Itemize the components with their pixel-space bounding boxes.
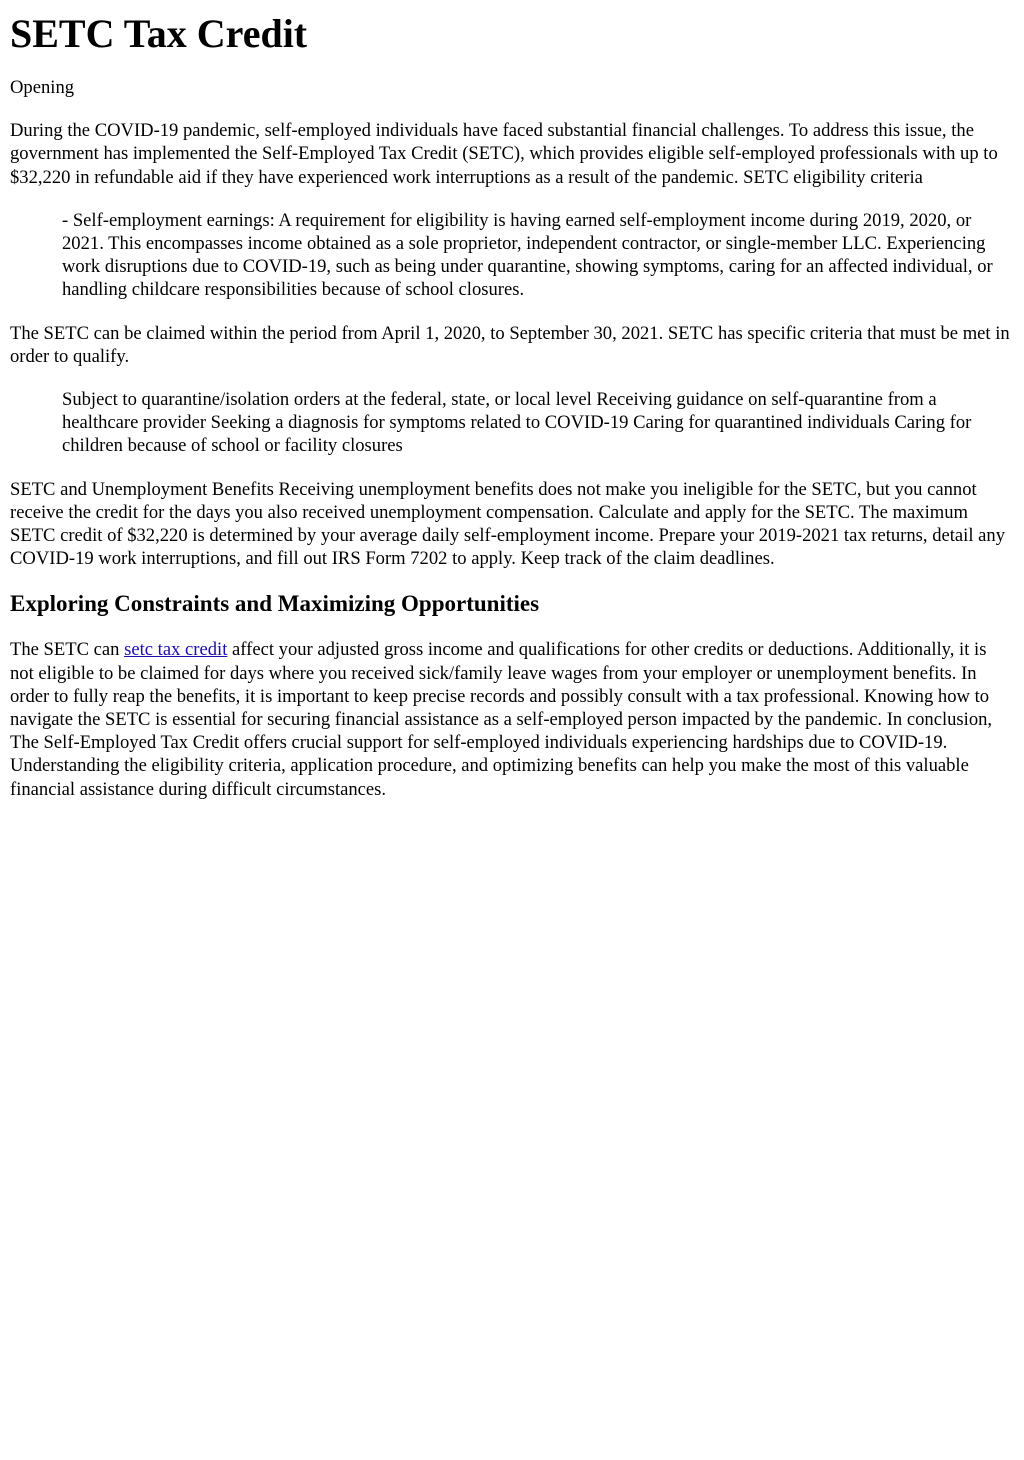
section-heading: Exploring Constraints and Maximizing Opportunities: [10, 591, 540, 617]
final-text-after-link: affect your adjusted gross income and qualifications for other credits or deductions. Additionally, it is not eligible to be claimed for days where you received sick/family leave wages from your employer or unemployment benefits. In order to fully reap the benefits, it is important to keep precise records and possibly consult with a tax professional. Knowing how to navigate the SETC is essential for securing financial assistance as a self-employed person impacted by the pandemic. In conclusion, The Self-Employed Tax Credit offers crucial support for self-employed individuals experiencing hardships due to COVID-19. Understanding the eligibility criteria, application procedure, and optimizing benefits can help you make the most of this valuable financial assistance during difficult circumstances.: [10, 639, 993, 800]
unemployment-paragraph: SETC and Unemployment Benefits Receiving unemployment benefits does not make you ineligible for the SETC, but you cannot receive the credit for the days you also received unemployment compensation. Calculate and apply for the SETC. The maximum SETC credit of $32,220 is determined by your average daily self-employment income. Prepare your 2019-2021 tax returns, detail any COVID-19 work interruptions, and fill out IRS Form 7202 to apply. Keep track of the claim deadlines.: [10, 478, 1006, 570]
criteria-quote: Subject to quarantine/isolation orders at the federal, state, or local level Receiving guidance on self-quarantine from a healthcare provider Seeking a diagnosis for symptoms related to COVID-19 Caring for quarantined individuals Caring for children because of school or facility closures: [62, 389, 972, 457]
eligibility-quote: - Self-employment earnings: A requirement for eligibility is having earned self-employment income during 2019, 2020, or 2021. This encompasses income obtained as a sole proprietor, independent contractor, or single-member LLC. Experiencing work disruptions due to COVID-19, such as being under quarantine, showing symptoms, caring for an affected individual, or handling childcare responsibilities because of school closures.: [62, 209, 993, 301]
article: [0, 12, 1024, 801]
page-title: SETC Tax Credit: [10, 11, 308, 56]
opening-paragraph: Opening: [10, 77, 75, 98]
final-text-before-link: The SETC can: [10, 639, 125, 661]
claim-period-paragraph: The SETC can be claimed within the period from April 1, 2020, to September 30, 2021. SETC has specific criteria that must be met in order to qualify.: [10, 322, 1010, 367]
intro-paragraph: During the COVID-19 pandemic, self-employed individuals have faced substantial financial challenges. To address this issue, the government has implemented the Self-Employed Tax Credit (SETC), which provides eligible self-employed professionals with up to $32,220 in refundable aid if they have experienced work interruptions as a result of the pandemic. SETC eligibility criteria: [10, 120, 998, 188]
setc-tax-credit-link[interactable]: setc tax credit: [124, 639, 228, 661]
final-paragraph: [10, 638, 1014, 800]
